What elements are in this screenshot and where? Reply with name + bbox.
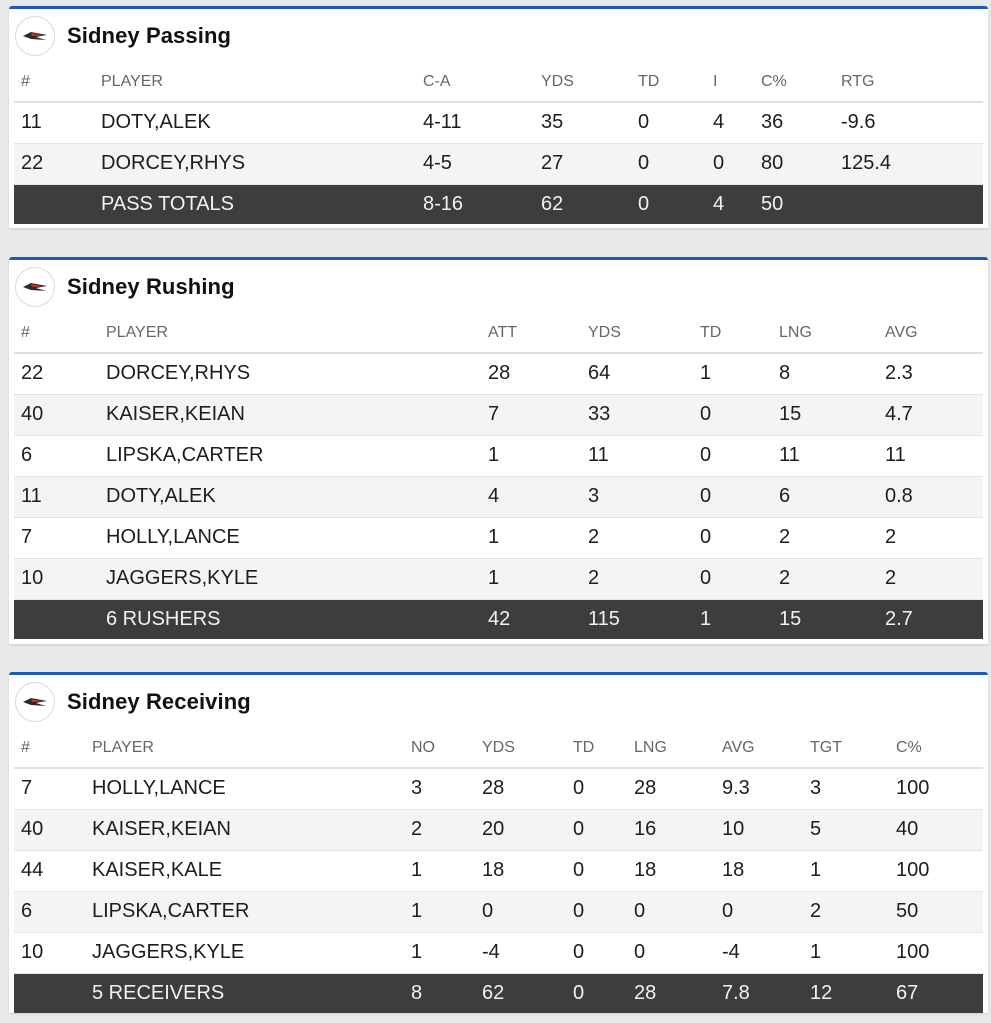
col-number: # <box>14 62 94 102</box>
cell: 100 <box>889 768 983 809</box>
receiving-table <box>14 728 983 1013</box>
cell: 11 <box>581 435 693 476</box>
cell: 35 <box>534 102 631 143</box>
cell: 100 <box>889 850 983 891</box>
table-row <box>14 932 983 973</box>
cell: 62 <box>534 184 631 224</box>
table-row <box>14 558 983 599</box>
cell: 2.3 <box>878 353 983 394</box>
table-row <box>14 435 983 476</box>
table-row <box>14 850 983 891</box>
cell: 11 <box>878 435 983 476</box>
cell: 4 <box>481 476 581 517</box>
cell: 15 <box>772 599 878 639</box>
cell: 0 <box>693 558 772 599</box>
cell: 8 <box>404 973 475 1013</box>
rushing-card <box>9 257 988 644</box>
player-name: KAISER,KEIAN <box>99 394 481 435</box>
receiving-total-row <box>14 973 983 1013</box>
player-name: DOTY,ALEK <box>94 102 416 143</box>
cell: 22 <box>14 353 99 394</box>
col-completion-pct: C% <box>754 62 834 102</box>
player-name: DOTY,ALEK <box>99 476 481 517</box>
player-name: LIPSKA,CARTER <box>85 891 404 932</box>
cell: 0 <box>693 394 772 435</box>
receiving-header-row <box>14 728 983 768</box>
col-number: # <box>14 728 85 768</box>
cell: 0 <box>631 102 706 143</box>
cell: 8-16 <box>416 184 534 224</box>
cell: 1 <box>803 850 889 891</box>
cell: 27 <box>534 143 631 184</box>
col-average: AVG <box>878 313 983 353</box>
col-touchdowns: TD <box>693 313 772 353</box>
cell <box>14 599 99 639</box>
cell: 6 <box>772 476 878 517</box>
table-row <box>14 517 983 558</box>
cell: 2 <box>878 517 983 558</box>
cell: 15 <box>772 394 878 435</box>
cell: 0 <box>627 932 715 973</box>
cell: 16 <box>627 809 715 850</box>
col-touchdowns: TD <box>631 62 706 102</box>
cell <box>14 973 85 1013</box>
cell: 125.4 <box>834 143 983 184</box>
cell: 6 <box>14 435 99 476</box>
col-yards: YDS <box>534 62 631 102</box>
col-player: PLAYER <box>85 728 404 768</box>
cell: 1 <box>693 353 772 394</box>
cell: 4-5 <box>416 143 534 184</box>
cell: 10 <box>14 558 99 599</box>
passing-table <box>14 62 983 224</box>
rushing-title: Sidney Rushing <box>67 273 235 299</box>
cell: 64 <box>581 353 693 394</box>
cell: 2 <box>404 809 475 850</box>
cell: 2 <box>581 517 693 558</box>
cell: 0 <box>715 891 803 932</box>
table-row <box>14 102 983 143</box>
player-name: HOLLY,LANCE <box>99 517 481 558</box>
cell: 28 <box>475 768 566 809</box>
rushing-table <box>14 313 983 639</box>
table-row <box>14 353 983 394</box>
cell: 40 <box>14 394 99 435</box>
col-touchdowns: TD <box>566 728 627 768</box>
cell: 1 <box>481 435 581 476</box>
col-number: # <box>14 313 99 353</box>
cell: 2 <box>772 558 878 599</box>
cell: 1 <box>693 599 772 639</box>
cell: 7 <box>14 768 85 809</box>
table-row <box>14 809 983 850</box>
col-comp-att: C-A <box>416 62 534 102</box>
cell: 6 <box>14 891 85 932</box>
cell: 8 <box>772 353 878 394</box>
passing-header-row <box>14 62 983 102</box>
cell: 0 <box>566 891 627 932</box>
cell: 11 <box>14 476 99 517</box>
cell: 44 <box>14 850 85 891</box>
cell: 7 <box>481 394 581 435</box>
cell: 1 <box>481 558 581 599</box>
cell: 2 <box>878 558 983 599</box>
table-row <box>14 143 983 184</box>
passing-card <box>9 6 988 228</box>
cell: 28 <box>627 973 715 1013</box>
cell: 100 <box>889 932 983 973</box>
cell: 50 <box>754 184 834 224</box>
cell: 40 <box>14 809 85 850</box>
cell: 7.8 <box>715 973 803 1013</box>
player-name: KAISER,KALE <box>85 850 404 891</box>
cell: -9.6 <box>834 102 983 143</box>
cell: 0 <box>631 143 706 184</box>
cell: 80 <box>754 143 834 184</box>
cell: 0 <box>631 184 706 224</box>
cell: 10 <box>715 809 803 850</box>
cell: 0 <box>706 143 754 184</box>
rushing-header-row <box>14 313 983 353</box>
cell: 5 <box>803 809 889 850</box>
passing-title: Sidney Passing <box>67 22 232 48</box>
cell: 4 <box>706 184 754 224</box>
cell: 50 <box>889 891 983 932</box>
cell: 0 <box>693 517 772 558</box>
receiving-header <box>9 675 988 728</box>
table-row <box>14 476 983 517</box>
cell: 0 <box>566 850 627 891</box>
col-player: PLAYER <box>94 62 416 102</box>
player-name: DORCEY,RHYS <box>99 353 481 394</box>
cell: -4 <box>715 932 803 973</box>
cell: 62 <box>475 973 566 1013</box>
cell: 1 <box>404 850 475 891</box>
cell: 0 <box>693 435 772 476</box>
cell: 0.8 <box>878 476 983 517</box>
cell: 42 <box>481 599 581 639</box>
cell: 1 <box>481 517 581 558</box>
col-average: AVG <box>715 728 803 768</box>
total-label: 5 RECEIVERS <box>85 973 404 1013</box>
cell: 0 <box>566 809 627 850</box>
cell: 3 <box>803 768 889 809</box>
cell: 40 <box>889 809 983 850</box>
col-receptions: NO <box>404 728 475 768</box>
cell: 18 <box>627 850 715 891</box>
cell: 0 <box>693 476 772 517</box>
cell: 3 <box>581 476 693 517</box>
cell: 22 <box>14 143 94 184</box>
cell: 28 <box>627 768 715 809</box>
cell <box>834 184 983 224</box>
cell: 11 <box>772 435 878 476</box>
col-interceptions: I <box>706 62 754 102</box>
cell: 0 <box>566 932 627 973</box>
table-row <box>14 768 983 809</box>
cell: 18 <box>715 850 803 891</box>
col-player: PLAYER <box>99 313 481 353</box>
receiving-title: Sidney Receiving <box>67 688 251 714</box>
cell: 20 <box>475 809 566 850</box>
cell <box>14 184 94 224</box>
cell: 4 <box>706 102 754 143</box>
total-label: PASS TOTALS <box>94 184 416 224</box>
sidney-team-logo-icon <box>15 267 55 307</box>
cell: 11 <box>14 102 94 143</box>
rushing-header <box>9 260 988 313</box>
cell: 4-11 <box>416 102 534 143</box>
passing-header <box>9 9 988 62</box>
receiving-card <box>9 672 988 1013</box>
sidney-team-logo-icon <box>15 682 55 722</box>
total-label: 6 RUSHERS <box>99 599 481 639</box>
player-name: DORCEY,RHYS <box>94 143 416 184</box>
col-rating: RTG <box>834 62 983 102</box>
cell: 28 <box>481 353 581 394</box>
cell: 115 <box>581 599 693 639</box>
cell: 9.3 <box>715 768 803 809</box>
sidney-team-logo-icon <box>15 16 55 56</box>
cell: 18 <box>475 850 566 891</box>
cell: 1 <box>803 932 889 973</box>
cell: 1 <box>404 891 475 932</box>
player-name: LIPSKA,CARTER <box>99 435 481 476</box>
cell: 2 <box>581 558 693 599</box>
col-yards: YDS <box>475 728 566 768</box>
cell: 2.7 <box>878 599 983 639</box>
player-name: KAISER,KEIAN <box>85 809 404 850</box>
cell: 33 <box>581 394 693 435</box>
col-long: LNG <box>627 728 715 768</box>
col-targets: TGT <box>803 728 889 768</box>
player-name: JAGGERS,KYLE <box>99 558 481 599</box>
table-row <box>14 891 983 932</box>
cell: 4.7 <box>878 394 983 435</box>
cell: 0 <box>475 891 566 932</box>
table-row <box>14 394 983 435</box>
cell: 2 <box>803 891 889 932</box>
rushing-total-row <box>14 599 983 639</box>
col-yards: YDS <box>581 313 693 353</box>
col-long: LNG <box>772 313 878 353</box>
cell: 0 <box>566 973 627 1013</box>
cell: 2 <box>772 517 878 558</box>
col-catch-pct: C% <box>889 728 983 768</box>
cell: 0 <box>627 891 715 932</box>
player-name: JAGGERS,KYLE <box>85 932 404 973</box>
cell: 12 <box>803 973 889 1013</box>
cell: 67 <box>889 973 983 1013</box>
cell: 10 <box>14 932 85 973</box>
cell: 7 <box>14 517 99 558</box>
passing-total-row <box>14 184 983 224</box>
cell: 1 <box>404 932 475 973</box>
cell: -4 <box>475 932 566 973</box>
player-name: HOLLY,LANCE <box>85 768 404 809</box>
cell: 36 <box>754 102 834 143</box>
cell: 0 <box>566 768 627 809</box>
cell: 3 <box>404 768 475 809</box>
col-attempts: ATT <box>481 313 581 353</box>
